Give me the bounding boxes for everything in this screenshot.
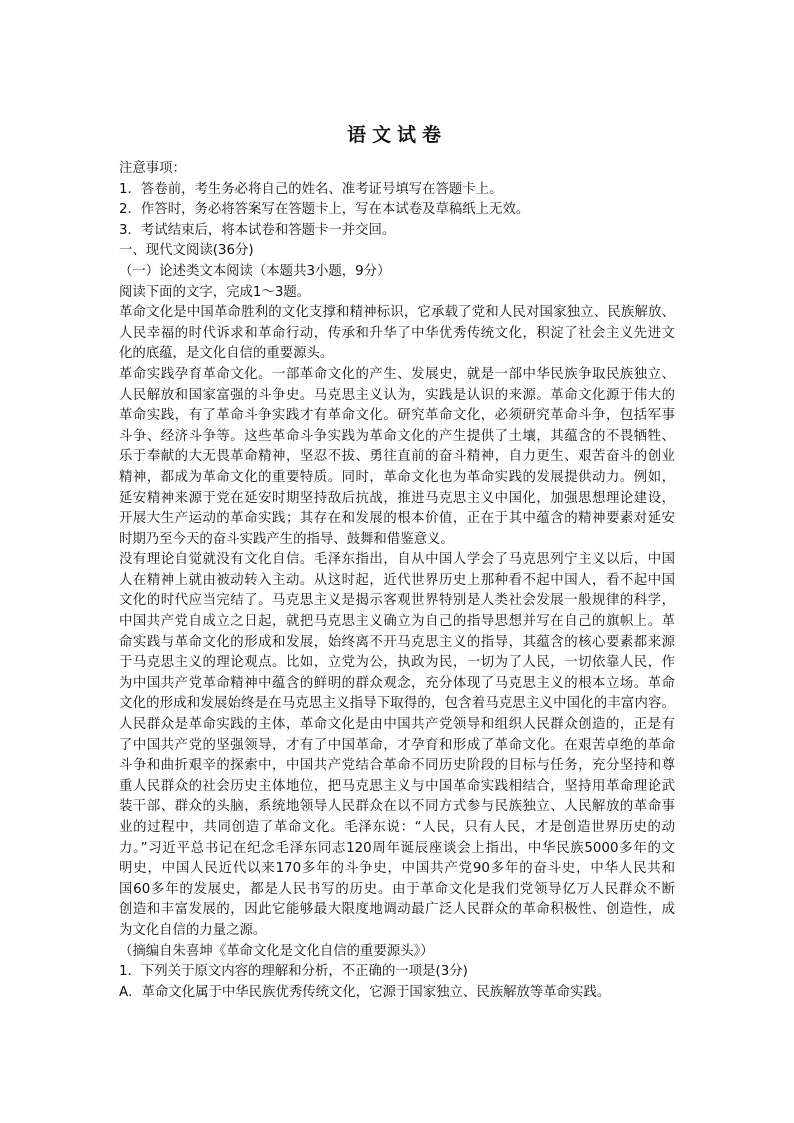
page-title: 语文试卷 — [346, 124, 447, 146]
text-line: 为文化自信的力量之源。 — [119, 922, 267, 938]
text-line: 阅读下面的文字，完成1～3题。 — [119, 284, 311, 300]
text-line: 重人民群众的社会历史主体地位，把马克思主义与中国革命实践相结合，坚持用革命理论武 — [119, 778, 675, 794]
text-line: 精神，都成为革命文化的重要特质。同时，革命文化也为革命实践的发展提供动力。例如， — [119, 469, 675, 485]
text-line: （一）论述类文本阅读（本题共3小题，9分） — [119, 263, 391, 279]
text-line: 人在精神上就由被动转入主动。从这时起，近代世界历史上那种看不起中国人，看不起中国 — [119, 572, 675, 588]
text-line: 人民幸福的时代诉求和革命行动，传承和升华了中华优秀传统文化，积淀了社会主义先进文 — [119, 325, 675, 341]
text-line: （摘编自朱喜坤《革命文化是文化自信的重要源头》） — [119, 943, 434, 959]
text-line: 斗争和曲折艰辛的探索中，中国共产党结合革命不同历史阶段的目标与任务，充分坚持和尊 — [119, 758, 675, 774]
text-line: 中国共产党自成立之日起，就把马克思主义确立为自己的指导思想并写在自己的旗帜上。革 — [119, 614, 675, 630]
text-line: 命实践与革命文化的形成和发展，始终离不开马克思主义的指导，其蕴含的核心要素都来源 — [119, 634, 675, 650]
text-line: 开展大生产运动的革命实践；其存在和发展的根本价值，正在于其中蕴含的精神要素对延安 — [119, 511, 675, 527]
text-line: 时期乃至今天的奋斗实践产生的指导、鼓舞和借鉴意义。 — [119, 531, 454, 547]
text-line: 力。”习近平总书记在纪念毛泽东同志120周年诞辰座谈会上指出，中华民族5000多年的文 — [119, 840, 675, 856]
text-line: 乐于奉献的大无畏革命精神，坚忍不拔、勇往直前的奋斗精神，自力更生、艰苦奋斗的创业 — [119, 449, 675, 465]
text-line: 革命实践孕育革命文化。一部革命文化的产生、发展史，就是一部中华民族争取民族独立、 — [119, 366, 675, 382]
exam-body — [119, 159, 675, 1003]
text-line: 2．作答时，务必将答案写在答题卡上，写在本试卷及草稿纸上无效。 — [119, 202, 530, 218]
text-line: 于马克思主义的理论观点。比如，立党为公，执政为民，一切为了人民，一切依靠人民，作 — [119, 655, 675, 671]
text-line: 斗争、经济斗争等。这些革命斗争实践为革命文化的产生提供了土壤，其蕴含的不畏牺牲、 — [119, 428, 675, 444]
text-line: 明史，中国人民近代以来170多年的斗争史，中国共产党90多年的奋斗史，中华人民共和 — [119, 861, 675, 877]
text-line: 1．答卷前，考生务必将自己的姓名、准考证号填写在答题卡上。 — [119, 181, 503, 197]
text-line: 国60多年的发展史，都是人民书写的历史。由于革命文化是我们党领导亿万人民群众不断 — [119, 881, 675, 897]
text-line: 一、现代文阅读(36分) — [119, 243, 254, 259]
text-line: 装干部、群众的头脑，系统地领导人民群众在以不同方式参与民族独立、人民解放的革命事 — [119, 799, 675, 815]
text-line: 业的过程中，共同创造了革命文化。毛泽东说：“人民，只有人民，才是创造世界历史的动 — [119, 820, 675, 835]
text-line: 没有理论自觉就没有文化自信。毛泽东指出，自从中国人学会了马克思列宁主义以后，中国 — [119, 552, 675, 568]
text-line: A．革命文化属于中华民族优秀传统文化，它源于国家独立、民族解放等革命实践。 — [119, 984, 611, 1000]
text-line: 注意事项： — [119, 161, 186, 176]
text-line: 1．下列关于原文内容的理解和分析，不正确的一项是(3分) — [119, 964, 468, 980]
text-line: 延安精神来源于党在延安时期坚持敌后抗战，推进马克思主义中国化，加强思想理论建设， — [119, 490, 675, 506]
text-line: 文化的形成和发展始终是在马克思主义指导下取得的，包含着马克思主义中国化的丰富内容。 — [119, 696, 675, 712]
text-line: 人民解放和国家富强的斗争史。马克思主义认为，实践是认识的来源。革命文化源于伟大的 — [119, 387, 675, 403]
text-line: 人民群众是革命实践的主体，革命文化是由中国共产党领导和组织人民群众创造的，正是有 — [119, 717, 675, 733]
text-line: 化的底蕴，是文化自信的重要源头。 — [119, 346, 334, 362]
text-line: 3．考试结束后，将本试卷和答题卡一并交回。 — [119, 222, 396, 238]
text-line: 为中国共产党革命精神中蕴含的鲜明的群众观念，充分体现了马克思主义的根本立场。革命 — [119, 675, 675, 691]
text-line: 创造和丰富发展的，因此它能够最大限度地调动最广泛人民群众的革命积极性、创造性，成 — [119, 902, 675, 918]
text-line: 革命文化是中国革命胜利的文化支撑和精神标识，它承载了党和人民对国家独立、民族解放、 — [119, 305, 675, 321]
text-line: 了中国共产党的坚强领导，才有了中国革命，才孕育和形成了革命文化。在艰苦卓绝的革命 — [119, 737, 675, 753]
text-line: 文化的时代应当完结了。马克思主义是揭示客观世界特别是人类社会发展一般规律的科学， — [119, 593, 675, 609]
text-line: 革命实践，有了革命斗争实践才有革命文化。研究革命文化，必须研究革命斗争，包括军事 — [119, 408, 675, 424]
